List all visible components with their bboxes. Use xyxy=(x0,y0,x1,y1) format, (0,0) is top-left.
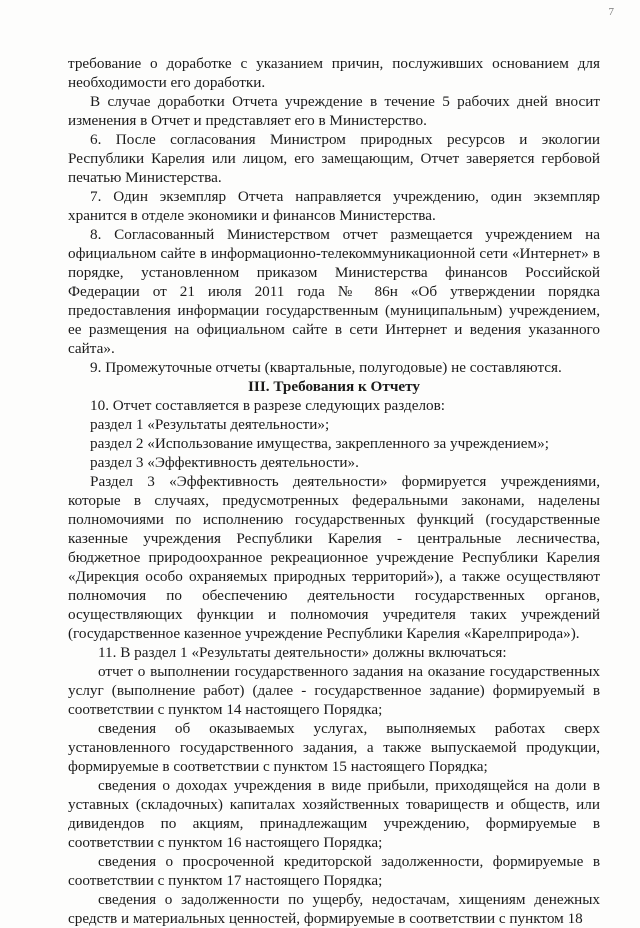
paragraph: Раздел 3 «Эффективность деятельности» формируется учреждениями, которые в случаях, предусмотренных федеральными законами, наделены полномочиями по исполнению государственных функций (государственные казенные учреждения Республики Карелия - центральные лесничества, бюджетное природоохранное рекреационное учреждение Республики Карелия «Дирекция особо охраняемых природных территорий»), а также осуществляют полномочия по обеспечению деятельности государственных органов, осуществляющих функции и полномочия учредителя таких учреждений (государственное казенное учреждение Республики Карелия «Карелприрода»). xyxy=(68,473,600,642)
paragraph: сведения об оказываемых услугах, выполняемых работах сверх установленного государственного задания, а также выпускаемой продукции, формируемые в соответствии с пунктом 15 настоящего Порядка; xyxy=(68,720,600,775)
paragraph: раздел 2 «Использование имущества, закрепленного за учреждением»; xyxy=(90,435,549,452)
paragraph: раздел 3 «Эффективность деятельности». xyxy=(90,454,359,471)
paragraph: В случае доработки Отчета учреждение в течение 5 рабочих дней вносит изменения в Отчет и представляет его в Министерство. xyxy=(68,93,600,129)
paragraph: сведения о доходах учреждения в виде прибыли, приходящейся на доли в уставных (складочных) капиталах хозяйственных товариществ и обществ, или дивидендов по акциям, принадлежащим учреждению, формируемые в соответствии с пунктом 16 настоящего Порядка; xyxy=(68,777,600,851)
paragraph: 6. После согласования Министром природных ресурсов и экологии Республики Карелия или лицом, его замещающим, Отчет заверяется гербовой печатью Министерства. xyxy=(68,131,600,186)
page-number-mark: 7 xyxy=(608,6,614,18)
paragraph: раздел 1 «Результаты деятельности»; xyxy=(90,416,330,433)
paragraph: 9. Промежуточные отчеты (квартальные, полугодовые) не составляются. xyxy=(90,359,562,376)
paragraph: отчет о выполнении государственного задания на оказание государственных услуг (выполнение работ) (далее - государственное задание) формируемый в соответствии с пунктом 14 настоящего Порядка; xyxy=(68,663,600,718)
paragraph: сведения о задолженности по ущербу, недостачам, хищениям денежных средств и материальных ценностей, формируемые в соответствии с пунктом 18 xyxy=(68,891,600,927)
paragraph-group-2 xyxy=(68,396,600,928)
paragraph: 8. Согласованный Министерством отчет размещается учреждением на официальном сайте в информационно-телекоммуникационной сети «Интернет» в порядке, установленном приказом Министерства финансов Российской Федерации от 21 июля 2011 года № 86н «Об утверждении порядка предоставления информации государственным (муниципальным) учреждением, ее размещения на официальном сайте в сети Интернет и ведения указанного сайта». xyxy=(68,226,600,357)
paragraph: 11. В раздел 1 «Результаты деятельности» должны включаться: xyxy=(98,644,507,661)
document-body xyxy=(68,54,600,928)
section-heading: III. Требования к Отчету xyxy=(248,378,420,395)
paragraph: требование о доработке с указанием причин, послуживших основанием для необходимости его доработки. xyxy=(68,55,600,91)
paragraph: 7. Один экземпляр Отчета направляется учреждению, один экземпляр хранится в отделе экономики и финансов Министерства. xyxy=(68,188,600,224)
paragraph: сведения о просроченной кредиторской задолженности, формируемые в соответствии с пунктом 17 настоящего Порядка; xyxy=(68,853,600,889)
paragraph: 10. Отчет составляется в разрезе следующих разделов: xyxy=(90,397,446,414)
paragraph-group-1 xyxy=(68,54,600,377)
